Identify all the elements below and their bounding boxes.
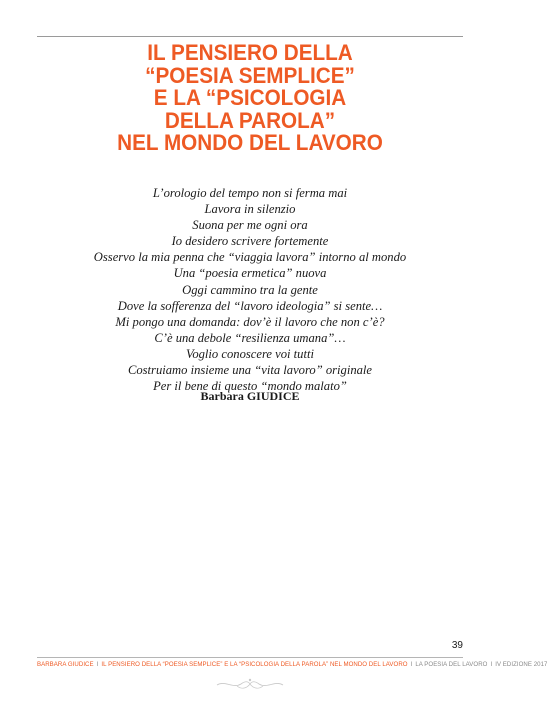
poem-line: Una “poesia ermetica” nuova bbox=[173, 266, 327, 281]
poem-line: Oggi cammino tra la gente bbox=[182, 282, 318, 297]
footer-edition: IV EDIZIONE 2017 bbox=[495, 661, 547, 668]
poem-line: Osservo la mia penna che “viaggia lavora” intorno al mondo bbox=[93, 250, 407, 265]
poem-line: L’orologio del tempo non si ferma mai bbox=[152, 186, 348, 200]
poem-line: Lavora in silenzio bbox=[204, 202, 296, 217]
poem-line: Io desidero scrivere fortemente bbox=[171, 234, 329, 249]
running-footer bbox=[37, 661, 547, 668]
page-number: 39 bbox=[451, 640, 463, 651]
footer-author: BARBARA GIUDICE bbox=[37, 661, 94, 668]
footer-publication: LA POESIA DEL LAVORO bbox=[415, 661, 488, 668]
top-rule bbox=[37, 36, 463, 37]
page-title bbox=[20, 42, 480, 155]
footer-article-title: IL PENSIERO DELLA “POESIA SEMPLICE” E LA “PSICOLOGIA DELLA PAROLA” NEL MONDO DEL LAVORO bbox=[101, 661, 408, 668]
poem-line: Voglio conoscere voi tutti bbox=[186, 346, 314, 361]
poem-line: Costruiamo insieme una “vita lavoro” originale bbox=[127, 363, 373, 378]
poem-line: C’è una debole “resilienza umana”… bbox=[154, 330, 346, 345]
flourish-ornament-icon bbox=[215, 676, 285, 692]
poem-line: Suona per me ogni ora bbox=[192, 218, 308, 233]
footer-separator: I bbox=[96, 661, 99, 668]
author-name: Barbara GIUDICE bbox=[200, 389, 300, 403]
title-line: NEL MONDO DEL LAVORO bbox=[117, 130, 383, 155]
poem-line: Mi pongo una domanda: dov’è il lavoro che non c’è? bbox=[115, 314, 385, 329]
footer-separator: I bbox=[490, 661, 493, 668]
footer-separator: I bbox=[410, 661, 413, 668]
title-line: DELLA PAROLA” bbox=[164, 107, 336, 133]
title-line: “POESIA SEMPLICE” bbox=[145, 62, 355, 88]
poem-line: Per il bene di questo “mondo malato” bbox=[153, 379, 347, 394]
poem-line: Dove la sofferenza del “lavoro ideologia” si sente… bbox=[117, 298, 383, 313]
title-line: E LA “PSICOLOGIA bbox=[153, 85, 347, 110]
footer-rule bbox=[37, 657, 463, 658]
poem bbox=[0, 185, 500, 394]
title-line: IL PENSIERO DELLA bbox=[147, 40, 353, 65]
